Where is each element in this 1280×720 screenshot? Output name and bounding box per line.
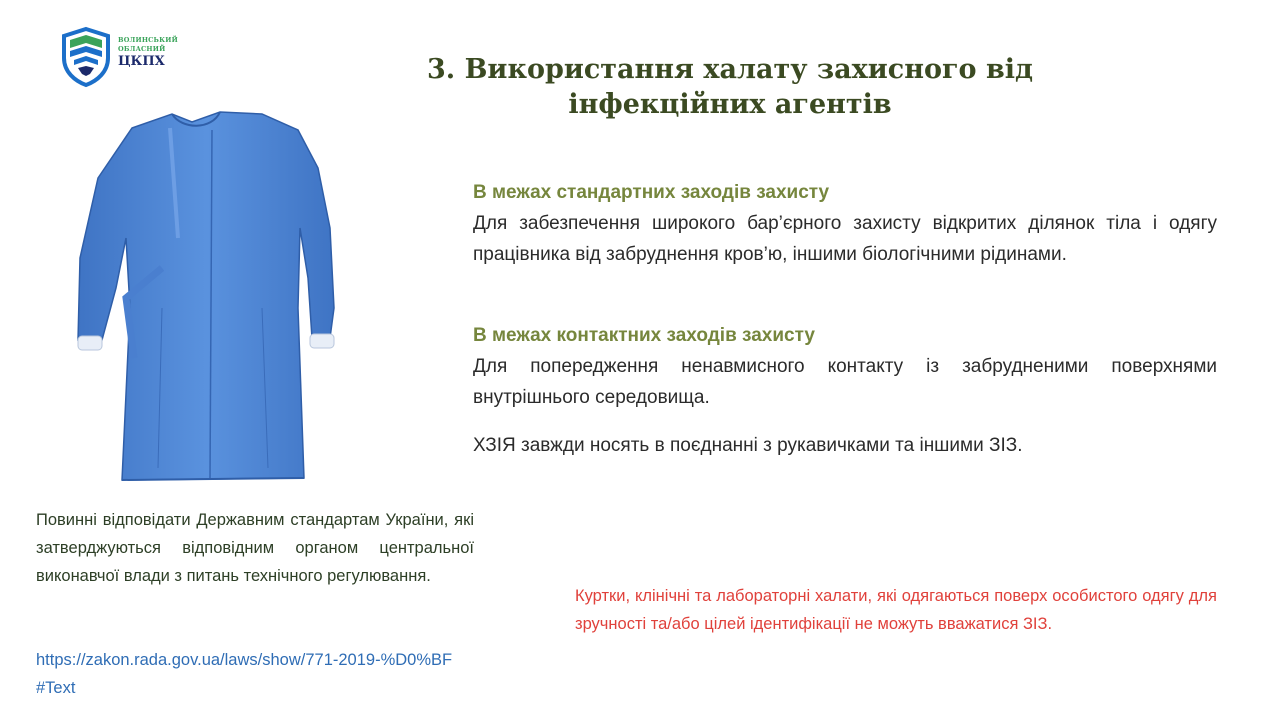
contact-precautions-heading: В межах контактних заходів захисту	[473, 325, 815, 346]
logo-text-line2: ОБЛАСНИЙ	[118, 45, 166, 53]
shield-logo-icon	[60, 26, 112, 88]
standards-requirement-text: Повинні відповідати Державним стандартам України, які затверджуються відповідним органом центральної виконавчої влади з питань технічного регулювання.	[36, 511, 474, 585]
law-reference-link[interactable]: https://zakon.rada.gov.ua/laws/show/771-2019-%D0%BF#Text	[36, 651, 453, 697]
slide-title	[380, 52, 1080, 122]
organization-logo	[60, 26, 190, 88]
standard-precautions-section	[473, 177, 1217, 270]
logo-text-line1: ВОЛИНСЬКИЙ	[118, 36, 178, 44]
title-line1: 3. Використання халату захисного від	[427, 54, 1033, 85]
contact-precautions-text: Для попередження ненавмисного контакту із забрудненими поверхнями внутрішнього середовища.	[473, 356, 1217, 408]
standard-precautions-heading: В межах стандартних заходів захисту	[473, 182, 830, 203]
standard-precautions-text: Для забезпечення широкого бар’єрного захисту відкритих ділянок тіла і одягу працівника від забруднення кров’ю, іншими біологічними рідинами.	[473, 213, 1217, 265]
logo-text-line3: ЦКПХ	[118, 54, 165, 69]
title-line2: інфекційних агентів	[568, 89, 892, 120]
ppe-exclusion-warning: Куртки, клінічні та лабораторні халати, які одягаються поверх особистого одягу для зручності та/або цілей ідентифікації не можуть вважатися ЗІЗ.	[575, 587, 1217, 633]
contact-precautions-section	[473, 320, 1217, 413]
protective-gown-image	[62, 108, 372, 496]
usage-note: ХЗІЯ завжди носять в поєднанні з рукавичками та іншими ЗІЗ.	[473, 435, 1023, 456]
